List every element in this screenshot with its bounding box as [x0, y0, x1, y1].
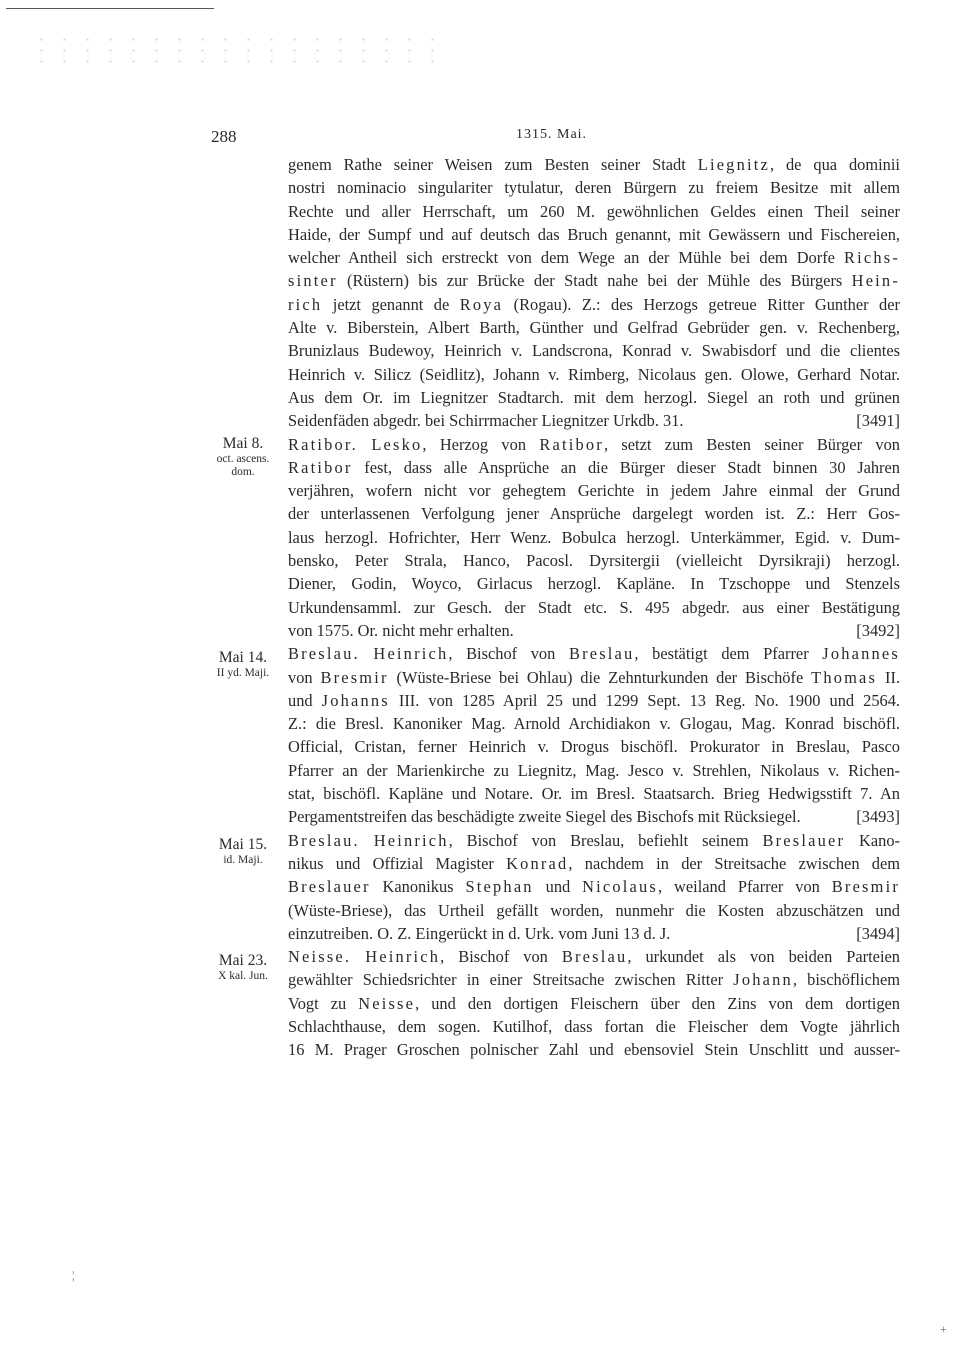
document-body	[288, 153, 900, 1062]
spaced-name: Bresmir	[320, 667, 389, 687]
margin-date	[200, 649, 286, 680]
text-line: 16 M. Prager Groschen polnischer Zahl und ebensoviel Stein Unschlitt und ausser-	[288, 1040, 900, 1060]
margin-feast: oct. ascens.	[216, 453, 270, 465]
document-number: [3493]	[856, 807, 900, 827]
text-line: nikus und Offizial Magister Konrad, nachdem in der Streitsache zwischen dem	[288, 853, 900, 873]
page-number: 288	[211, 127, 237, 146]
text-line: Z.: die Bresl. Kanoniker Mag. Arnold Archidiakon v. Glogau, Mag. Konrad bischöfl.	[288, 714, 900, 734]
spaced-name: Neisse.	[288, 947, 352, 967]
spaced-name: Nicolaus	[582, 877, 659, 897]
text-line: Seidenfäden abgedr. bei Schirrmacher Liegnitzer Urkdb. 31. [3491]	[288, 409, 900, 432]
text-line: Urkundensamml. zur Gesch. der Stadt etc. S. 495 abgedr. aus einer Bestätigung	[288, 597, 900, 617]
spaced-name: Heinrich	[373, 830, 449, 850]
spaced-name: Breslau	[561, 947, 628, 967]
document-number: [3491]	[856, 411, 900, 431]
text-line: nostri nominacio singulariter tytulatur, deren Bürgern zu freiem Besitze mit allem	[288, 178, 900, 198]
margin-date	[200, 836, 286, 867]
margin-date-label: Mai 14.	[218, 649, 268, 666]
text-line: von 1575. Or. nicht mehr erhalten. [3492]	[288, 619, 900, 642]
text-line: einzutreiben. O. Z. Eingerückt in d. Urk. vom Juni 13 d. J. [3494]	[288, 922, 900, 945]
text-line: Breslauer Kanonikus Stephan und Nicolaus, weiland Pfarrer von Bresmir	[288, 877, 900, 897]
margin-date-label: Mai 8.	[222, 435, 264, 452]
margin-feast: II yd. Maji.	[216, 667, 270, 679]
spaced-name: Breslau	[568, 644, 635, 664]
text-line: Vogt zu Neisse, und den dortigen Fleischern über den Zins von dem dortigen	[288, 993, 900, 1013]
text-line: gewählter Schiedsrichter in einer Streitsache zwischen Ritter Johann, bischöflichem	[288, 970, 900, 990]
text-line: von Bresmir (Wüste-Briese bei Ohlau) die Zehnturkunden der Bischöfe Thomas II.	[288, 667, 900, 687]
spaced-name: Konrad	[506, 853, 569, 873]
text-line: verjähren, wofern nicht vor gehegtem Gerichte in jedem Jahre einmal der Grund	[288, 481, 900, 501]
spaced-name: rich	[288, 294, 323, 314]
spaced-name: Heinrich	[373, 644, 449, 664]
text-line: Pergamentstreifen das beschädigte zweite Siegel des Bischofs mit Rücksiegel. [3493]	[288, 805, 900, 828]
text-line: Aus dem Or. im Liegnitzer Stadtarch. mit dem herzogl. Siegel an roth und grünen	[288, 387, 900, 407]
text-line: (Wüste-Briese), das Urtheil gefällt worden, nunmehr die Kosten abzuschätzen und	[288, 900, 900, 920]
text-line: laus herzogl. Hofrichter, Herr Wenz. Bobulca herzogl. Unterkämmer, Egid. v. Dum-	[288, 527, 900, 547]
spaced-name: Richs-	[844, 248, 900, 268]
text-line: und Johanns III. von 1285 April 25 und 1299 Sept. 13 Reg. No. 1900 und 2564.	[288, 690, 900, 710]
spaced-name: Ratibor.	[288, 434, 358, 454]
spaced-name: Breslauer	[762, 830, 846, 850]
text-line: Official, Cristan, ferner Heinrich v. Drogus bischöfl. Prokurator in Breslau, Pasco	[288, 737, 900, 757]
scan-mark: ¦	[72, 1268, 75, 1282]
text-line: Diener, Godin, Woyco, Girlacus herzogl. Kapläne. In Tzschoppe und Stenzels	[288, 574, 900, 594]
spaced-name: Bresmir	[831, 877, 900, 897]
spaced-name: Ratibor	[288, 457, 353, 477]
spaced-name: Breslauer	[288, 877, 371, 897]
scan-mark: +	[940, 1322, 947, 1336]
margin-feast: dom.	[231, 466, 255, 478]
top-rule	[6, 8, 214, 9]
spaced-name: Liegnitz	[697, 155, 770, 174]
scan-noise	[30, 34, 440, 64]
spaced-name: Stephan	[465, 877, 534, 897]
text-line: rich jetzt genannt de Roya (Rogau). Z.: des Herzogs getreue Ritter Gunther der	[288, 294, 900, 314]
document-number: [3492]	[856, 620, 900, 640]
text-line: Breslau. Heinrich, Bischof von Breslau, bestätigt dem Pfarrer Johannes	[288, 644, 900, 664]
text-line: stat, bischöfl. Kapläne und Notare. Or. im Bresl. Staatsarch. Brieg Hedwigsstift 7. An	[288, 784, 900, 804]
spaced-name: Breslau.	[288, 644, 360, 664]
margin-date-label: Mai 23.	[218, 952, 268, 969]
running-head: 1315. Mai.	[516, 127, 588, 142]
margin-date-label: Mai 15.	[218, 836, 268, 853]
text-line: Schlachthause, dem sogen. Kutilhof, dass fortan die Fleischer dem Vogte jährlich	[288, 1016, 900, 1036]
text-line: Ratibor. Lesko, Herzog von Ratibor, setzt zum Besten seiner Bürger von	[288, 434, 900, 454]
text-line: welcher Antheil sich erstreckt von dem Wege an der Mühle bei dem Dorfe Richs-	[288, 248, 900, 268]
text-line: Ratibor fest, dass alle Ansprüche an die Bürger dieser Stadt binnen 30 Jahren	[288, 457, 900, 477]
margin-feast: id. Maji.	[223, 854, 263, 866]
text-line: Rechte und aller Herrschaft, um 260 M. gewöhnlichen Geldes einen Theil seiner	[288, 201, 900, 221]
spaced-name: Johanns	[321, 690, 390, 710]
spaced-name: Neisse	[358, 993, 416, 1013]
margin-date	[200, 952, 286, 983]
text-line: genem Rathe seiner Weisen zum Besten seiner Stadt Liegnitz, de qua dominii	[288, 155, 900, 174]
text-line: Alte v. Biberstein, Albert Barth, Günther und Gelfrad Gebrüder gen. v. Rechenberg,	[288, 318, 900, 338]
spaced-name: sinter	[288, 271, 338, 291]
text-line: Haide, der Sumpf und auf deutsch das Bruch genannt, mit Gewässern und Fischereien,	[288, 224, 900, 244]
spaced-name: Roya	[459, 294, 504, 314]
text-line: der unterlassenen Verfolgung jener Ansprüche dargelegt worden ist. Z.: Herr Gos-	[288, 504, 900, 524]
spaced-name: Johannes	[822, 644, 900, 664]
document-number: [3494]	[856, 923, 900, 943]
spaced-name: Johann	[733, 970, 793, 990]
spaced-name: Heinrich	[365, 947, 441, 967]
text-line: Heinrich v. Silicz (Seidlitz), Johann v. Rimberg, Nicolaus gen. Olowe, Gerhard Notar.	[288, 364, 900, 384]
spaced-name: Breslau.	[288, 830, 360, 850]
text-line: Pfarrer an der Marienkirche zu Liegnitz, Mag. Jesco v. Strehlen, Nikolaus v. Richen-	[288, 760, 900, 780]
spaced-name: Hein-	[851, 271, 900, 291]
spaced-name: Lesko	[371, 434, 423, 454]
text-line: sinter (Rüstern) bis zur Brücke der Stadt nahe bei der Mühle des Bürgers Hein-	[288, 271, 900, 291]
margin-feast: X kal. Jun.	[218, 970, 268, 982]
spaced-name: Ratibor	[539, 434, 604, 454]
text-line: Breslau. Heinrich, Bischof von Breslau, befiehlt seinem Breslauer Kano-	[288, 830, 900, 850]
text-line: Brunizlaus Budewoy, Heinrich v. Landscrona, Konrad v. Swabisdorf und die clientes	[288, 341, 900, 361]
spaced-name: Thomas	[811, 667, 878, 687]
text-line: bensko, Peter Strala, Hanco, Pacosl. Dyrsitergii (vielleicht Dyrsikraji) herzogl.	[288, 551, 900, 571]
text-line: Neisse. Heinrich, Bischof von Breslau, urkundet als von beiden Parteien	[288, 947, 900, 967]
margin-date	[200, 435, 286, 479]
